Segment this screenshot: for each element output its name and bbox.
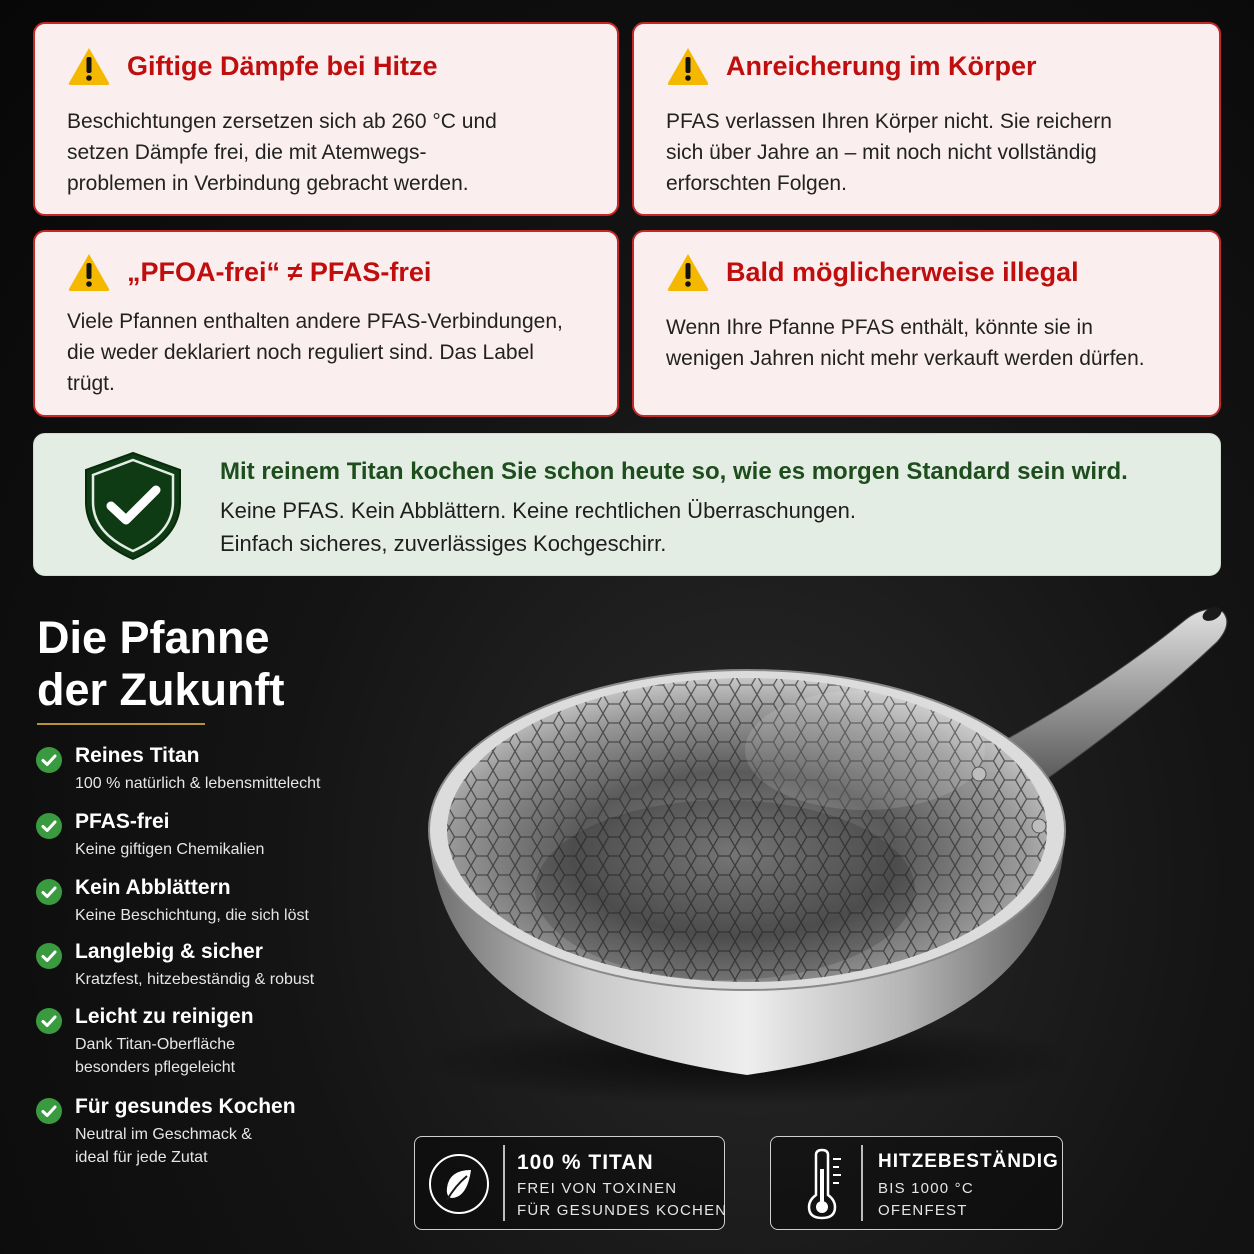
feature-sub (75, 904, 309, 927)
card-body (67, 306, 589, 399)
feature-sub-line: Neutral im Geschmack & (75, 1126, 252, 1143)
feature-sub-line: ideal für jede Zutat (75, 1149, 208, 1166)
card-title: Bald möglicherweise illegal (726, 256, 1079, 287)
card-line: die weder deklariert noch reguliert sind. Das Label (67, 341, 534, 364)
feature-title: Für gesundes Kochen (75, 1095, 296, 1118)
badge-divider (861, 1145, 863, 1221)
badge-line: OFENFEST (878, 1202, 968, 1219)
card-line: problemen in Verbindung gebracht werden. (67, 172, 469, 195)
warning-icon (666, 252, 710, 292)
heading-line: der Zukunft (37, 664, 285, 715)
feature-sub (75, 968, 314, 991)
card-title: Giftige Dämpfe bei Hitze (127, 50, 438, 81)
banner-title: Mit reinem Titan kochen Sie schon heute so, wie es morgen Standard sein wird. (220, 458, 1128, 485)
badge-divider (503, 1145, 505, 1221)
card-line: sich über Jahre an – mit noch nicht vollständig (666, 141, 1097, 164)
feature-sub-line: Keine Beschichtung, die sich löst (75, 907, 309, 924)
shield-check-icon (82, 450, 184, 562)
feature-sub-line: 100 % natürlich & lebensmittelecht (75, 775, 321, 792)
card-body (666, 106, 1191, 199)
feature-sub-line: Keine giftigen Chemikalien (75, 841, 265, 858)
feature-sub-line: besonders pflegeleicht (75, 1059, 236, 1076)
warning-icon (666, 46, 710, 86)
feature-sub (75, 1033, 235, 1079)
card-body (67, 106, 589, 199)
badge-line: BIS 1000 °C (878, 1180, 974, 1197)
check-circle-icon (36, 747, 62, 773)
gold-divider (37, 723, 205, 725)
check-circle-icon (36, 1008, 62, 1034)
warning-icon (67, 46, 111, 86)
feature-sub (75, 1123, 252, 1169)
card-line: PFAS verlassen Ihren Körper nicht. Sie reichern (666, 110, 1112, 133)
card-title: „PFOA-frei“ ≠ PFAS-frei (127, 256, 432, 287)
feature-title: Reines Titan (75, 744, 200, 767)
warning-icon (67, 252, 111, 292)
badge-title: HITZEBESTÄNDIG (878, 1151, 1059, 1172)
feature-title: Langlebig & sicher (75, 940, 263, 963)
card-line: Beschichtungen zersetzen sich ab 260 °C und (67, 110, 497, 133)
check-circle-icon (36, 1098, 62, 1124)
check-circle-icon (36, 813, 62, 839)
feature-sub-line: Kratzfest, hitzebeständig & robust (75, 971, 315, 988)
badge-pure-titanium (414, 1136, 728, 1230)
warning-card-toxic-fumes (33, 22, 619, 216)
card-line: Viele Pfannen enthalten andere PFAS-Verbindungen, (67, 310, 563, 333)
card-line: trügt. (67, 372, 115, 395)
card-line: wenigen Jahren nicht mehr verkauft werden dürfen. (666, 347, 1145, 370)
card-line: erforschten Folgen. (666, 172, 847, 195)
check-circle-icon (36, 943, 62, 969)
heading-line: Die Pfanne (37, 612, 270, 663)
feature-sub (75, 772, 320, 795)
titanium-banner (33, 433, 1221, 576)
warning-card-accumulation (632, 22, 1221, 216)
banner-line: Einfach sicheres, zuverlässiges Kochgeschirr. (220, 531, 667, 556)
badge-title: 100 % TITAN (517, 1151, 654, 1174)
card-title: Anreicherung im Körper (726, 50, 1037, 81)
badge-line: FÜR GESUNDES KOCHEN (517, 1202, 728, 1219)
leaf-icon (427, 1152, 491, 1216)
feature-title: Kein Abblättern (75, 876, 231, 899)
card-line: setzen Dämpfe frei, die mit Atemwegs- (67, 141, 427, 164)
thermometer-icon (801, 1147, 845, 1221)
warning-card-illegal (632, 230, 1221, 417)
badge-line: FREI VON TOXINEN (517, 1180, 678, 1197)
banner-line: Keine PFAS. Kein Abblättern. Keine rechtlichen Überraschungen. (220, 498, 856, 523)
feature-sub (75, 838, 264, 861)
feature-title: Leicht zu reinigen (75, 1005, 254, 1028)
warning-card-pfoa-free (33, 230, 619, 417)
card-body (666, 312, 1191, 374)
titanium-pan-image (405, 590, 1254, 1110)
page-heading (37, 612, 284, 716)
card-line: Wenn Ihre Pfanne PFAS enthält, könnte sie in (666, 316, 1093, 339)
feature-sub-line: Dank Titan-Oberfläche (75, 1036, 236, 1053)
feature-title: PFAS-frei (75, 810, 170, 833)
badge-heat-resistant (770, 1136, 1063, 1230)
check-circle-icon (36, 879, 62, 905)
